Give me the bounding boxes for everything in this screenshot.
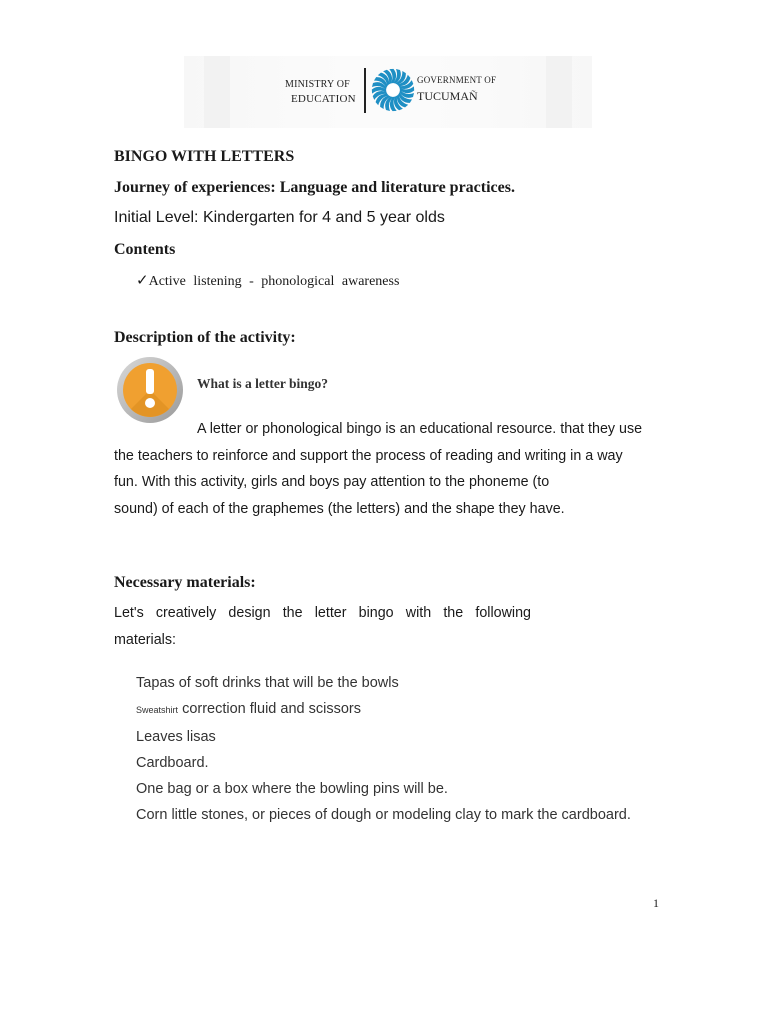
- materials-intro-line: Let's creatively design the letter bingo with the following: [114, 605, 531, 621]
- page-number: 1: [653, 896, 659, 910]
- journey-heading: Journey of experiences: Language and literature practices.: [114, 179, 515, 196]
- description-line: fun. With this activity, girls and boys pay attention to the phoneme (to: [114, 474, 550, 490]
- checkmark-icon: ✓: [136, 271, 149, 289]
- ministry-logo-text: [285, 78, 356, 106]
- description-line: the teachers to reinforce and support the process of reading and writing in a way: [114, 447, 623, 464]
- material-item: Corn little stones, or pieces of dough or modeling clay to mark the cardboard.: [136, 807, 631, 824]
- government-line1: GOVERNMENT OF: [417, 75, 497, 85]
- material-item: Sweatshirt correction fluid and scissors: [136, 701, 361, 718]
- materials-intro: [114, 600, 531, 653]
- material-item: Cardboard.: [136, 754, 209, 771]
- government-logo-text: [417, 75, 496, 104]
- description-heading: Description of the activity:: [114, 329, 296, 346]
- ministry-line2: EDUCATION: [291, 93, 356, 105]
- material-item: Tapas of soft drinks that will be the bowls: [136, 675, 399, 691]
- material-item: One bag or a box where the bowling pins will be.: [136, 781, 448, 798]
- document-title: BINGO WITH LETTERS: [114, 148, 295, 165]
- description-line: sound) of each of the graphemes (the letters) and the shape they have.: [114, 500, 565, 517]
- initial-level: Initial Level: Kindergarten for 4 and 5 year olds: [114, 209, 445, 226]
- description-paragraph: [114, 416, 671, 522]
- materials-intro-line: materials:: [114, 631, 176, 648]
- contents-item-text: Active listening - phonological awareness: [148, 274, 400, 289]
- description-line: A letter or phonological bingo is an educational resource. that they use: [197, 421, 643, 437]
- sun-emblem-icon: [371, 68, 415, 112]
- info-question: What is a letter bingo?: [197, 376, 328, 391]
- exclamation-icon: [116, 356, 184, 424]
- materials-heading: Necessary materials:: [114, 574, 256, 591]
- materials-list: [136, 670, 631, 829]
- ministry-line1: MINISTRY OF: [285, 79, 350, 90]
- logo-divider: [364, 68, 366, 113]
- government-line2: TUCUMAÑ: [417, 89, 478, 103]
- contents-item: [136, 271, 399, 290]
- material-item: Leaves lisas: [136, 728, 216, 745]
- contents-heading: Contents: [114, 241, 176, 258]
